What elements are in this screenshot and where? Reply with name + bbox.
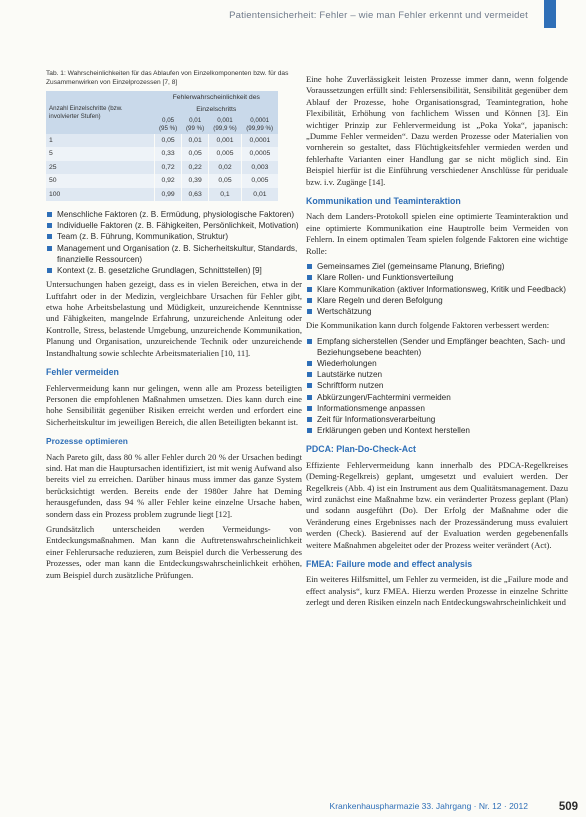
table-cell: 0,005 xyxy=(241,174,278,187)
heading-kommunikation: Kommunikation und Teaminteraktion xyxy=(306,196,461,207)
column-probability: 0,0001 xyxy=(250,117,270,124)
heading-prozesse-optimieren: Prozesse optimieren xyxy=(46,436,128,447)
table-cell: 0,0005 xyxy=(241,147,278,160)
running-header: Patientensicherheit: Fehler – wie man Fehler erkennt und vermeidet xyxy=(229,10,528,21)
table-row-header: Anzahl Einzelschritte (bzw. involvierter Stufen) xyxy=(46,91,155,134)
table-caption: Tab. 1: Wahrscheinlichkeiten für das Ablaufen von Einzelkomponenten bzw. für das Zusammenwirken von Einzelprozessen [7, 8] xyxy=(46,70,289,86)
table-cell: 0,1 xyxy=(209,188,242,201)
table-cell-steps: 5 xyxy=(46,147,155,160)
list-item: Abkürzungen/Fachtermini vermeiden xyxy=(306,392,568,403)
column-probability: 0,01 xyxy=(189,117,202,124)
paragraph-zuverlaessigkeit: Eine hohe Zuverlässigkeit leisten Prozesse immer dann, wenn folgende Voraussetzungen erfüllt sind: Fehlersensibilität, Sensibilität gegenüber dem Ablauf der Prozesse, hohe Organisationsgrad, Teamintegration, hohe Flexibilität, Erhöhung von fachlichem Wissen und Können [3]. Ein wichtiger Prinzip zur Fehlervermeidung ist „Poka Yoka“, japanisch: „Dumme Fehler vermeiden“. Dazu werden Prozesse oder Materialien von vornherein so gestaltet, dass Flüchtigkeitsfehler vermieden werden und fehlerhafte Varianten einer Handlung gar se nicht möglich sind. Ein Beispiel hierfür ist die Einführung verschiedener Anschlüsse für periduale bzw. i.v. Zugänge [14]. xyxy=(306,74,568,187)
column-percent: (99,99 %) xyxy=(246,125,274,132)
paragraph-fehlervermeidung: Fehlervermeidung kann nur gelingen, wenn alle am Prozess beteiligten Personen die empfohlenen Maßnahmen umsetzen. Dies kann durch eine hohe Sensibilität gegenüber Risiken erreicht werden und erfordert eine Sicherheitskultur im jeweiligen Bereich, die allen Beteiligten bekannt ist. xyxy=(46,382,302,427)
table-body xyxy=(46,134,278,201)
list-item: Erklärungen geben und Kontext herstellen xyxy=(306,425,568,436)
team-factor-list xyxy=(306,261,568,317)
table-cell: 0,22 xyxy=(182,161,209,174)
list-item: Menschliche Faktoren (z. B. Ermüdung, physiologische Faktoren) xyxy=(46,209,302,220)
communication-factor-list xyxy=(306,336,568,437)
list-item: Empfang sicherstellen (Sender und Empfänger beachten, Sach- und Beziehungsebene beachten) xyxy=(306,336,568,358)
list-item: Schriftform nutzen xyxy=(306,380,568,391)
paragraph-fmea: Ein weiteres Hilfsmittel, um Fehler zu vermeiden, ist die „Failure mode and effect analysis“, kurz FMEA. Hierzu werden Prozesse in einzelne Schritte zerlegt und deren Risiken einzeln nach Entdeckungswahrscheinlichkeit und xyxy=(306,574,568,608)
table-row xyxy=(46,188,278,201)
paragraph-causes: Untersuchungen haben gezeigt, dass es in vielen Bereichen, etwa in der Luftfahrt oder in der Medizin, vergleichbare Ursachen für Fehler gibt, etwa hohe Arbeitsbelastung und Müdigkeit, unzureichende Kenntnisse und Fähigkeiten, mangelnde Erfahrung, unzureichende Anleitung oder Kontrolle, Stress, belastende Umgebung, unzureichende Kommunikation, Planung und Organisation, unzureichende Technik oder unzureichende Instandhaltung sowie schlechte Arbeitsmaterialien [10, 11]. xyxy=(46,279,302,358)
table-column-header xyxy=(241,116,278,134)
table-cell: 0,005 xyxy=(209,147,242,160)
table-cell-steps: 100 xyxy=(46,188,155,201)
journal-footer: Krankenhauspharmazie 33. Jahrgang · Nr. 12 · 2012 xyxy=(329,801,528,811)
list-item: Klare Kommunikation (aktiver Informationsweg, Kritik und Feedback) xyxy=(306,284,568,295)
table-row xyxy=(46,161,278,174)
left-column xyxy=(46,70,302,585)
table-row xyxy=(46,174,278,187)
paragraph-vermeidungsmassnahmen: Grundsätzlich unterscheiden werden Vermeidungs- von Entdeckungsmaßnahmen. Man kann die Auftretenswahrscheinlichkeit einer Fehlerursache reduzieren, zum Beispiel durch die Verbesserung des Prozesses, oder man kann die Entdeckungswahrscheinlichkeit erhöhen, zum Beispiel durch zusätzliche Prüfungen. xyxy=(46,523,302,580)
column-percent: (95 %) xyxy=(158,125,178,132)
list-item: Informationsmenge anpassen xyxy=(306,403,568,414)
table-cell: 0,63 xyxy=(182,188,209,201)
table-cell: 0,05 xyxy=(209,174,242,187)
paragraph-kommunikation-faktoren: Die Kommunikation kann durch folgende Faktoren verbessert werden: xyxy=(306,320,550,331)
list-item: Klare Regeln und deren Befolgung xyxy=(306,295,568,306)
table-cell: 0,33 xyxy=(155,147,182,160)
table-cell: 0,72 xyxy=(155,161,182,174)
heading-pdca: PDCA: Plan-Do-Check-Act xyxy=(306,444,416,455)
table-cell: 0,05 xyxy=(155,134,182,147)
list-item: Kontext (z. B. gesetzliche Grundlagen, Schnittstellen) [9] xyxy=(46,265,302,276)
list-item: Zeit für Informationsverarbeitung xyxy=(306,414,568,425)
column-probability: 0,001 xyxy=(217,117,233,124)
table-cell: 0,01 xyxy=(241,188,278,201)
table-cell: 0,02 xyxy=(209,161,242,174)
heading-fehler-vermeiden: Fehler vermeiden xyxy=(46,367,119,378)
probability-table xyxy=(46,91,278,201)
list-item: Klare Rollen- und Funktionsverteilung xyxy=(306,272,568,283)
table-cell: 0,99 xyxy=(155,188,182,201)
table-cell: 0,39 xyxy=(182,174,209,187)
table-row xyxy=(46,147,278,160)
list-item: Gemeinsames Ziel (gemeinsame Planung, Briefing) xyxy=(306,261,568,272)
table-column-header xyxy=(182,116,209,134)
table-cell: 0,0001 xyxy=(241,134,278,147)
heading-fmea: FMEA: Failure mode and effect analysis xyxy=(306,559,473,569)
paragraph-landers: Nach dem Landers-Protokoll spielen eine optimierte Teaminteraktion und eine optimierte Kommunikation eine Hauptrolle beim Vermeiden von Fehlern. In einem optimalen Team spielen folgende Faktoren eine wichtige Rolle: xyxy=(306,211,568,256)
table-row xyxy=(46,134,278,147)
list-item: Wertschätzung xyxy=(306,306,568,317)
table-cell: 0,001 xyxy=(209,134,242,147)
table-cell: 0,003 xyxy=(241,161,278,174)
right-column xyxy=(306,74,568,613)
paragraph-pdca: Effiziente Fehlervermeidung kann innerhalb des PDCA-Regelkreises (Deming-Regelkreis) geplant, umgesetzt und evaluiert werden. Der Regelkreis (Abb. 4) ist ein Instrument aus dem Qualitätsmanagement. Dazu wird zunächst eine Maßnahme bzw. ein veränderter Prozess geplant (Plan) und sodann ausgeführt (Do). Der Erfolg der Maßnahme oder die Veränderung eines Ergebnisses nach der Prozessänderung muss evaluiert werden (Check). Basierend auf der Evaluation werden gegebenenfalls weitere Maßnahmen abgeleitet oder der Prozess weiter verändert (Act). xyxy=(306,459,568,550)
factor-list xyxy=(46,209,302,276)
list-item: Wiederholungen xyxy=(306,358,568,369)
table-column-header xyxy=(155,116,182,134)
table-column-header xyxy=(209,116,242,134)
table-group-header: Fehlerwahrscheinlichkeit des Einzelschritts xyxy=(155,91,278,116)
column-percent: (99,9 %) xyxy=(213,125,237,132)
page-number: 509 xyxy=(558,801,578,813)
list-item: Lautstärke nutzen xyxy=(306,369,568,380)
list-item: Team (z. B. Führung, Kommunikation, Struktur) xyxy=(46,231,302,242)
column-percent: (99 %) xyxy=(186,125,205,132)
list-item: Management und Organisation (z. B. Sicherheitskultur, Standards, finanzielle Ressourcen) xyxy=(46,243,302,265)
table-cell-steps: 1 xyxy=(46,134,155,147)
column-probability: 0,05 xyxy=(162,117,175,124)
table-cell-steps: 50 xyxy=(46,174,155,187)
table-cell-steps: 25 xyxy=(46,161,155,174)
table-cell: 0,05 xyxy=(182,147,209,160)
list-item: Individuelle Faktoren (z. B. Fähigkeiten, Persönlichkeit, Motivation) xyxy=(46,220,302,231)
table-cell: 0,92 xyxy=(155,174,182,187)
table-cell: 0,01 xyxy=(182,134,209,147)
header-color-tab xyxy=(544,0,556,28)
paragraph-pareto: Nach Pareto gilt, dass 80 % aller Fehler durch 20 % der Ursachen bedingt sind. Hat man die Hauptursachen identifiziert, ist mit wenig Aufwand also bereits viel zu erreichen. Darüber hinaus muss immer das ganze System berücksichtigt werden. Bereits ende der 1980er Jahre hat Deming herausgefunden, dass 94 % aller Fehler keine einzelne Ursache haben, sondern dass ein Prozess problem zugrunde liegt [12]. xyxy=(46,451,302,519)
